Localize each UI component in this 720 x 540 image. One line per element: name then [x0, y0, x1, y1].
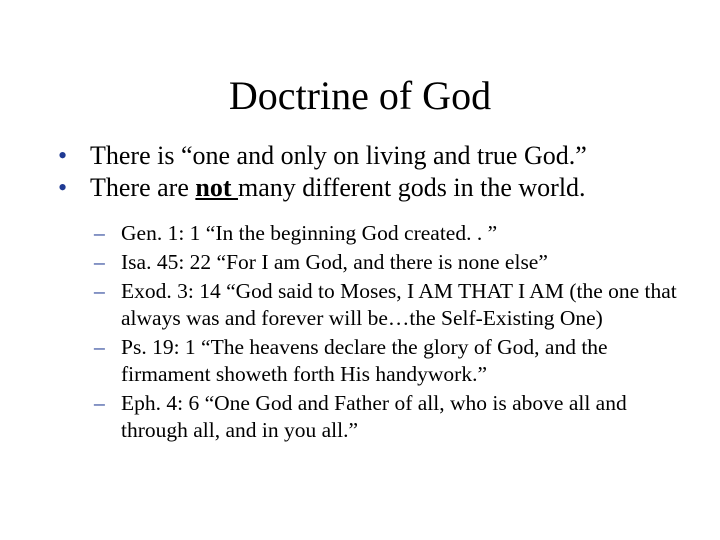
bullet-marker: •: [58, 141, 68, 170]
dash-marker: –: [94, 221, 105, 245]
bullet-list: [58, 140, 698, 204]
sub-bullet-list: [94, 220, 694, 446]
bullet-marker: •: [58, 173, 68, 202]
scripture-text: Eph. 4: 6 “One God and Father of all, who is above all and through all, and in you all.”: [121, 391, 627, 442]
sub-bullet-item: [94, 334, 694, 388]
sub-bullet-item: [94, 220, 694, 247]
dash-marker: –: [94, 279, 105, 303]
sub-bullet-item: [94, 278, 694, 332]
bullet-text-emphasis: not: [195, 173, 238, 202]
bullet-item: [58, 140, 698, 172]
scripture-text: Ps. 19: 1 “The heavens declare the glory of God, and the firmament showeth forth His handywork.”: [121, 335, 608, 386]
bullet-text-after: many different gods in the world.: [237, 173, 586, 202]
scripture-text: Gen. 1: 1 “In the beginning God created. . ”: [121, 221, 498, 245]
slide-title: Doctrine of God: [228, 73, 492, 118]
scripture-text: Isa. 45: 22 “For I am God, and there is none else”: [121, 250, 548, 274]
sub-bullet-item: [94, 390, 694, 444]
bullet-item: [58, 172, 698, 204]
scripture-text: Exod. 3: 14 “God said to Moses, I AM THAT I AM (the one that always was and forever will be…the Self-Existing One): [121, 279, 677, 330]
dash-marker: –: [94, 335, 105, 359]
dash-marker: –: [94, 391, 105, 415]
bullet-text: There is “one and only on living and true God.”: [90, 141, 587, 170]
sub-bullet-item: [94, 249, 694, 276]
bullet-text-before: There are: [90, 173, 196, 202]
dash-marker: –: [94, 250, 105, 274]
